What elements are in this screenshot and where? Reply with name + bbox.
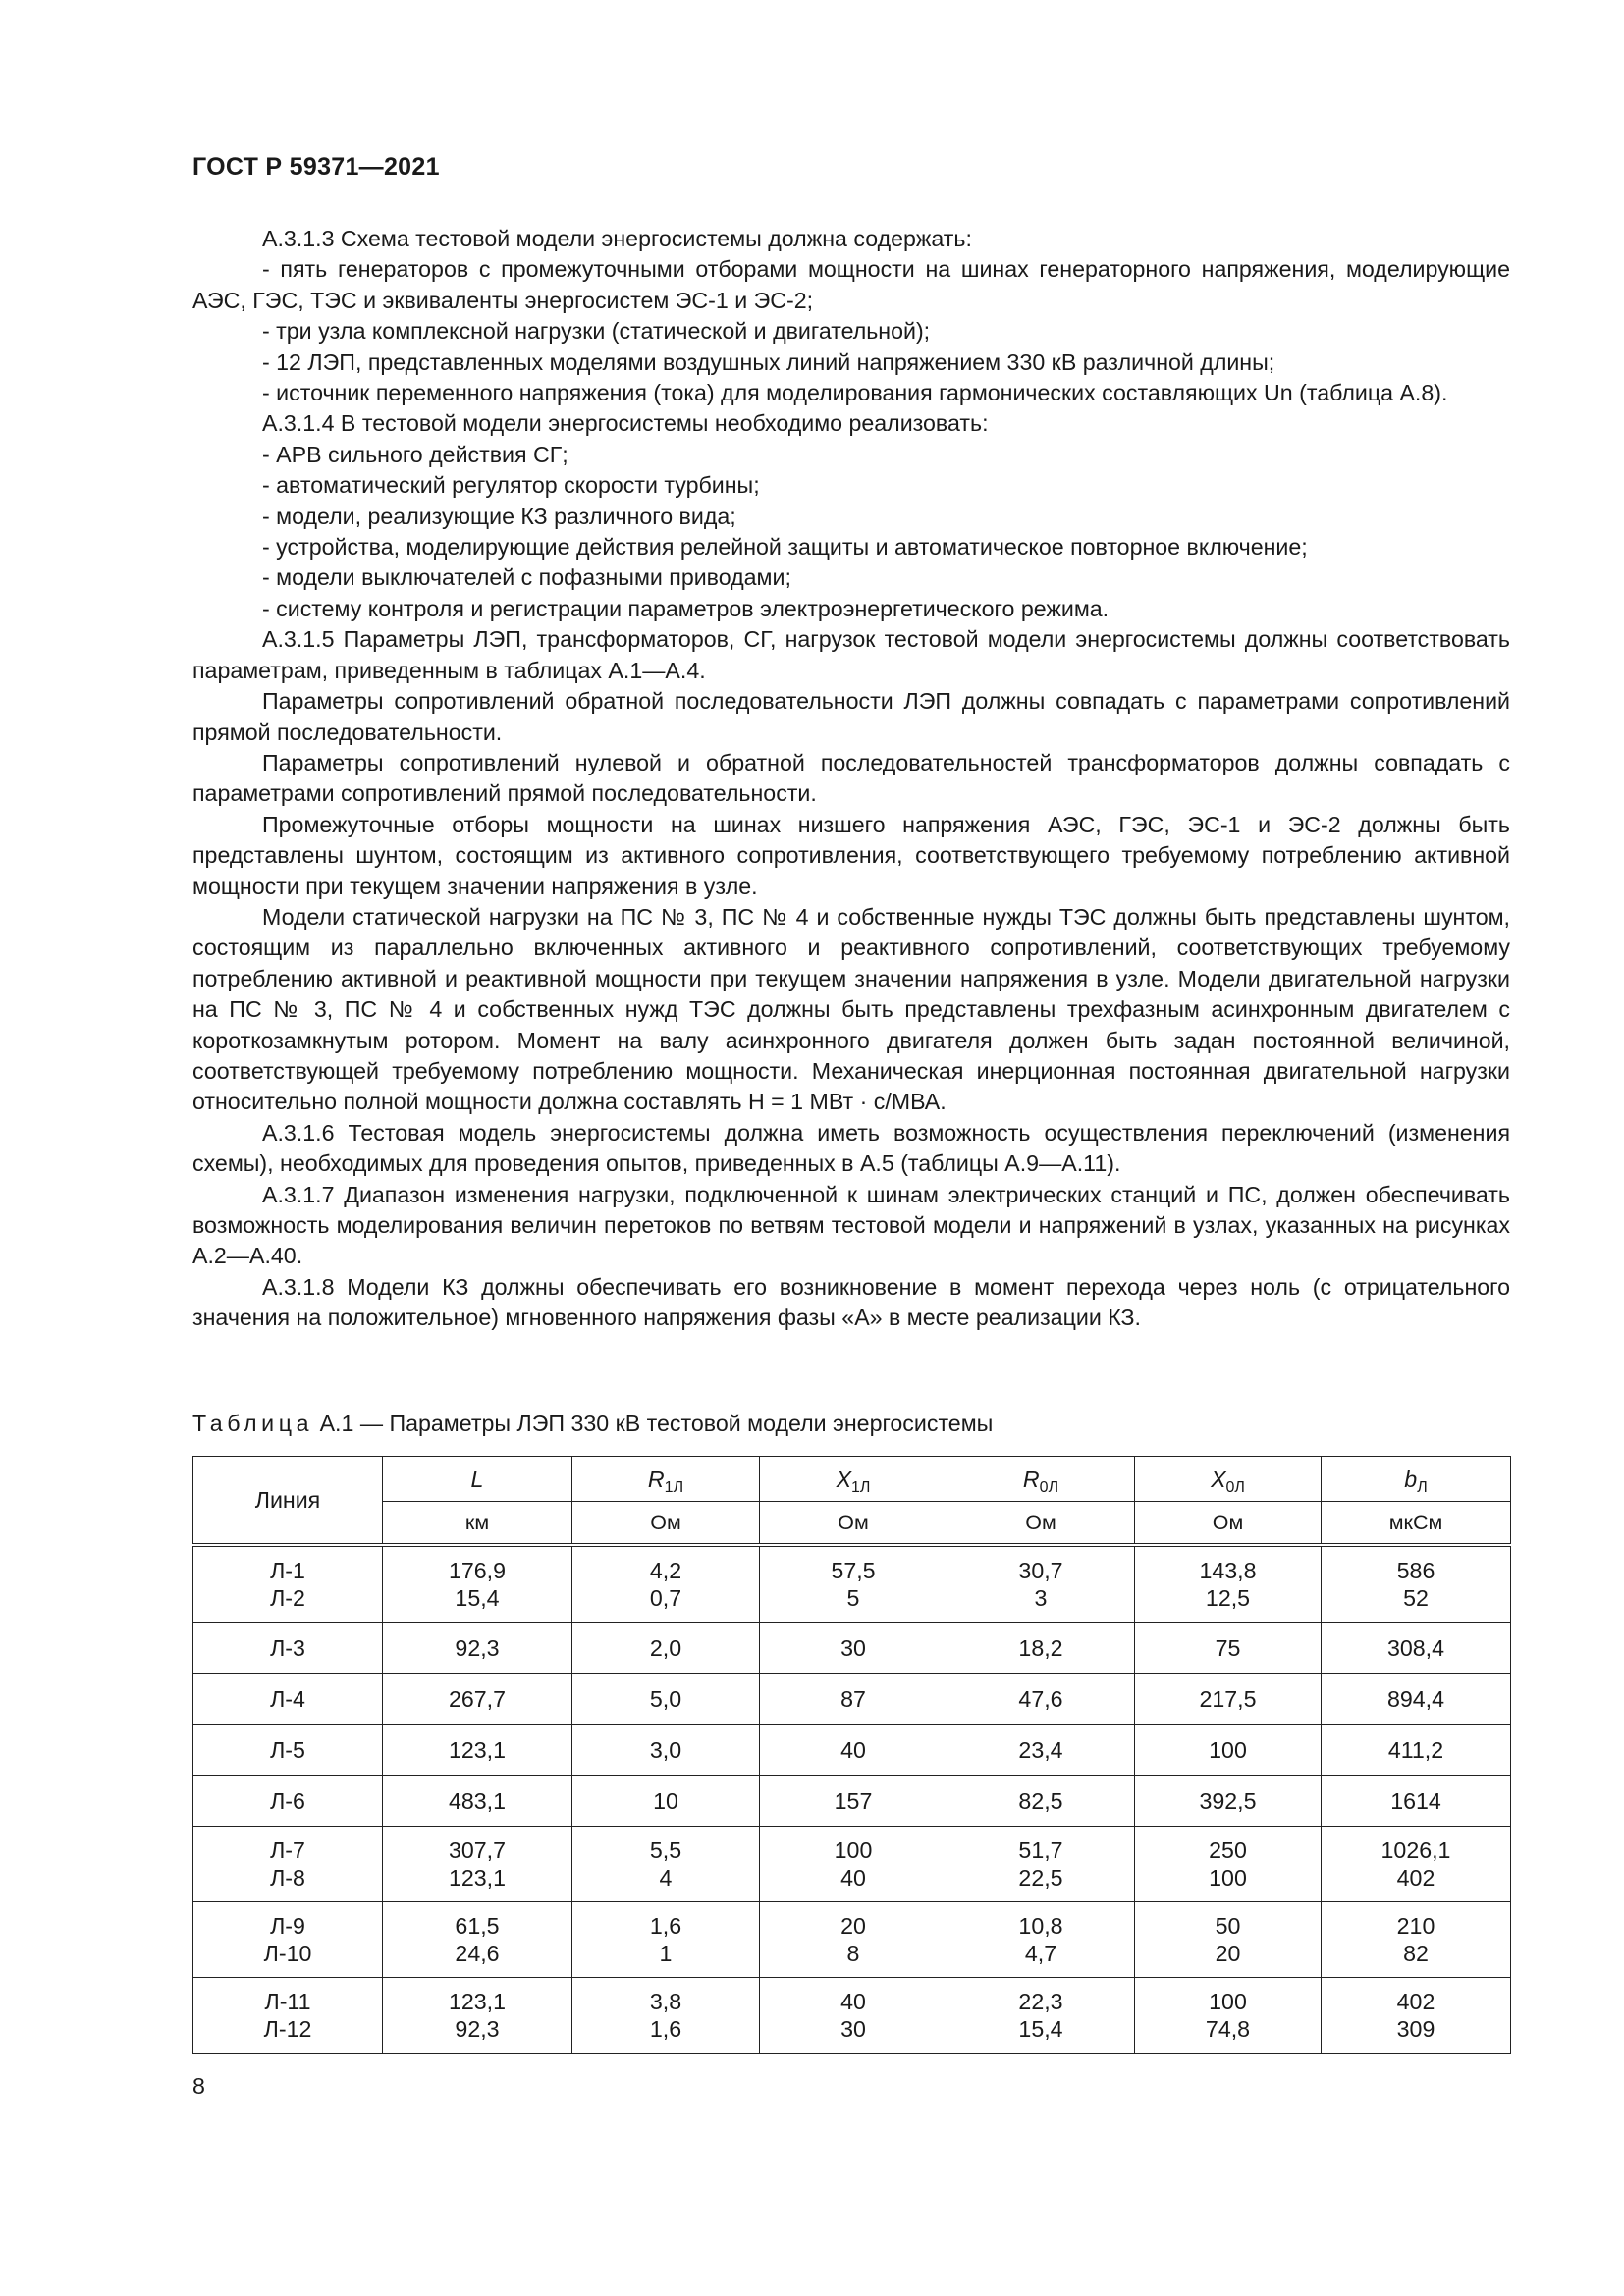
table-cell: 4,2 0,7 [572,1545,760,1623]
table-cell: 87 [760,1674,947,1725]
table-cell: 307,7 123,1 [383,1827,572,1902]
table-cell: 23,4 [947,1725,1135,1776]
table-cell: 1614 [1322,1776,1511,1827]
paragraph: А.3.1.5 Параметры ЛЭП, трансформаторов, СГ, нагрузок тестовой модели энергосистемы должны соответствовать параметрам, приведенным в таблицах А.1—А.4. [192,626,1510,683]
column-header-symbol: L [383,1457,572,1502]
line-parameters-table [192,1456,1511,2054]
table-cell: 75 [1135,1623,1322,1674]
table-cell: 61,5 24,6 [383,1902,572,1978]
table-body [193,1545,1511,2054]
paragraph: - пять генераторов с промежуточными отборами мощности на шинах генераторного напряжения, моделирующие АЭС, ГЭС, ТЭС и эквиваленты энергосистем ЭС-1 и ЭС-2; [192,256,1510,313]
table-cell: 20 8 [760,1902,947,1978]
paragraph: Промежуточные отборы мощности на шинах низшего напряжения АЭС, ГЭС, ЭС-1 и ЭС-2 должны быть представлены шунтом, состоящим из активного сопротивления, соответствующего требуемому потреблению активной мощности при текущем значении напряжения в узле. [192,811,1510,899]
column-header-unit: Ом [572,1502,760,1546]
document-header: ГОСТ Р 59371—2021 [192,153,440,181]
table-cell: 100 40 [760,1827,947,1902]
table-row [193,1545,1511,1623]
table-cell: Л-6 [193,1776,383,1827]
column-header-symbol: $X_{1Л}$ [760,1457,947,1502]
table-cell: 143,8 12,5 [1135,1545,1322,1623]
table-cell: 5,5 4 [572,1827,760,1902]
column-header-unit: мкСм [1322,1502,1511,1546]
column-header-unit: Ом [760,1502,947,1546]
table-row [193,1978,1511,2054]
column-header-unit: км [383,1502,572,1546]
paragraph: А.3.1.8 Модели КЗ должны обеспечивать его возникновение в момент перехода через ноль (с отрицательного значения на положительное) мгновенного напряжения фазы «А» в месте реализации КЗ. [192,1273,1510,1331]
table-cell: 22,3 15,4 [947,1978,1135,2054]
table-cell: 30,7 3 [947,1545,1135,1623]
table-cell: 586 52 [1322,1545,1511,1623]
table-cell: 894,4 [1322,1674,1511,1725]
column-header-line: Линия [193,1457,383,1546]
page-number: 8 [192,2073,205,2099]
table-cell: 51,7 22,5 [947,1827,1135,1902]
table-cell: 176,9 15,4 [383,1545,572,1623]
table-cell: 123,1 [383,1725,572,1776]
table-cell: 210 82 [1322,1902,1511,1978]
table-cell: 50 20 [1135,1902,1322,1978]
table-cell: 57,5 5 [760,1545,947,1623]
table-cell: Л-7 Л-8 [193,1827,383,1902]
table-cell: 100 74,8 [1135,1978,1322,2054]
paragraph: Модели статической нагрузки на ПС № 3, ПС № 4 и собственные нужды ТЭС должны быть представлены шунтом, состоящим из параллельно включенных активного и реактивного сопротивлений, соответствующих требуемому потреблению активной и реактивной мощности при текущем значении напряжения в узле. Модели двигательной нагрузки на ПС № 3, ПС № 4 и собственных нужд ТЭС должны быть представлены трехфазным асинхронным двигателем с короткозамкнутым ротором. Момент на валу асинхронного двигателя должен быть задан постоянной величиной, соответствующей требуемому потреблению мощности. Механическая инерционная постоянная двигательной нагрузки относительно полной мощности должна составлять H = 1 МВт · с/МВА. [192,903,1510,1115]
table-caption-label: Таблица [192,1411,314,1436]
table-cell: 18,2 [947,1623,1135,1674]
table-cell: Л-1 Л-2 [193,1545,383,1623]
paragraph: - три узла комплексной нагрузки (статической и двигательной); [262,318,931,345]
paragraph: А.3.1.7 Диапазон изменения нагрузки, подключенной к шинам электрических станций и ПС, должен обеспечивать возможность моделирования величин перетоков по ветвям тестовой модели и напряжений в узлах, указанных на рисунках А.2—А.40. [192,1181,1510,1269]
table-cell: Л-4 [193,1674,383,1725]
table-cell: Л-3 [193,1623,383,1674]
column-header-unit: Ом [1135,1502,1322,1546]
table-cell: 157 [760,1776,947,1827]
paragraph: Параметры сопротивлений нулевой и обратной последовательностей трансформаторов должны совпадать с параметрами сопротивлений прямой последовательности. [192,749,1510,807]
table-cell: 411,2 [1322,1725,1511,1776]
table-cell: 10 [572,1776,760,1827]
table-cell: Л-11 Л-12 [193,1978,383,2054]
table-cell: 100 [1135,1725,1322,1776]
table-cell: 123,1 92,3 [383,1978,572,2054]
table-cell: 1,6 1 [572,1902,760,1978]
table-cell: 250 100 [1135,1827,1322,1902]
column-header-symbol: $R_{0Л}$ [947,1457,1135,1502]
table-cell: 308,4 [1322,1623,1511,1674]
table-cell: 1026,1 402 [1322,1827,1511,1902]
table-cell: 2,0 [572,1623,760,1674]
paragraph: - 12 ЛЭП, представленных моделями воздушных линий напряжением 330 кВ различной длины; [262,348,1275,375]
table-caption-text: А.1 — Параметры ЛЭП 330 кВ тестовой модели энергосистемы [319,1411,994,1436]
column-header-symbol: $R_{1Л}$ [572,1457,760,1502]
table-row [193,1623,1511,1674]
paragraph: А.3.1.4 В тестовой модели энергосистемы необходимо реализовать: [262,410,989,437]
paragraph: - АРВ сильного действия СГ; [262,441,568,467]
paragraph: - источник переменного напряжения (тока) для моделирования гармонических составляющих Un (таблица А.8). [262,380,1448,406]
table-row [193,1725,1511,1776]
table-cell: 392,5 [1135,1776,1322,1827]
table-cell: 40 [760,1725,947,1776]
table-units-row [193,1502,1511,1546]
table-row [193,1674,1511,1725]
table-cell: 217,5 [1135,1674,1322,1725]
table-row [193,1776,1511,1827]
table-cell: 47,6 [947,1674,1135,1725]
table-cell: Л-9 Л-10 [193,1902,383,1978]
paragraph: А.3.1.6 Тестовая модель энергосистемы должна иметь возможность осуществления переключений (изменения схемы), необходимых для проведения опытов, приведенных в А.5 (таблицы А.9—А.11). [192,1119,1510,1177]
table-caption [192,1409,993,1438]
table-cell: 82,5 [947,1776,1135,1827]
column-header-symbol: $X_{0Л}$ [1135,1457,1322,1502]
paragraph: Параметры сопротивлений обратной последовательности ЛЭП должны совпадать с параметрами сопротивлений прямой последовательности. [192,688,1510,745]
paragraph: - автоматический регулятор скорости турбины; [262,472,760,499]
table-row [193,1902,1511,1978]
table-cell: 3,8 1,6 [572,1978,760,2054]
body-text [192,224,1510,1334]
paragraph: - модели выключателей с пофазными приводами; [262,564,791,591]
paragraph: - модели, реализующие КЗ различного вида; [262,503,736,529]
column-header-unit: Ом [947,1502,1135,1546]
paragraph: А.3.1.3 Схема тестовой модели энергосистемы должна содержать: [262,226,972,251]
table-cell: 92,3 [383,1623,572,1674]
paragraph: - устройства, моделирующие действия релейной защиты и автоматическое повторное включение; [262,534,1308,561]
table-cell: 10,8 4,7 [947,1902,1135,1978]
table-cell: 30 [760,1623,947,1674]
table-cell: 5,0 [572,1674,760,1725]
table-cell: 483,1 [383,1776,572,1827]
table-header-row [193,1457,1511,1502]
paragraph: - систему контроля и регистрации параметров электроэнергетического режима. [262,595,1110,621]
table-cell: 267,7 [383,1674,572,1725]
column-header-symbol: $b_Л$ [1322,1457,1511,1502]
table-row [193,1827,1511,1902]
table-cell: 40 30 [760,1978,947,2054]
table-cell: 3,0 [572,1725,760,1776]
table-cell: 402 309 [1322,1978,1511,2054]
table-cell: Л-5 [193,1725,383,1776]
